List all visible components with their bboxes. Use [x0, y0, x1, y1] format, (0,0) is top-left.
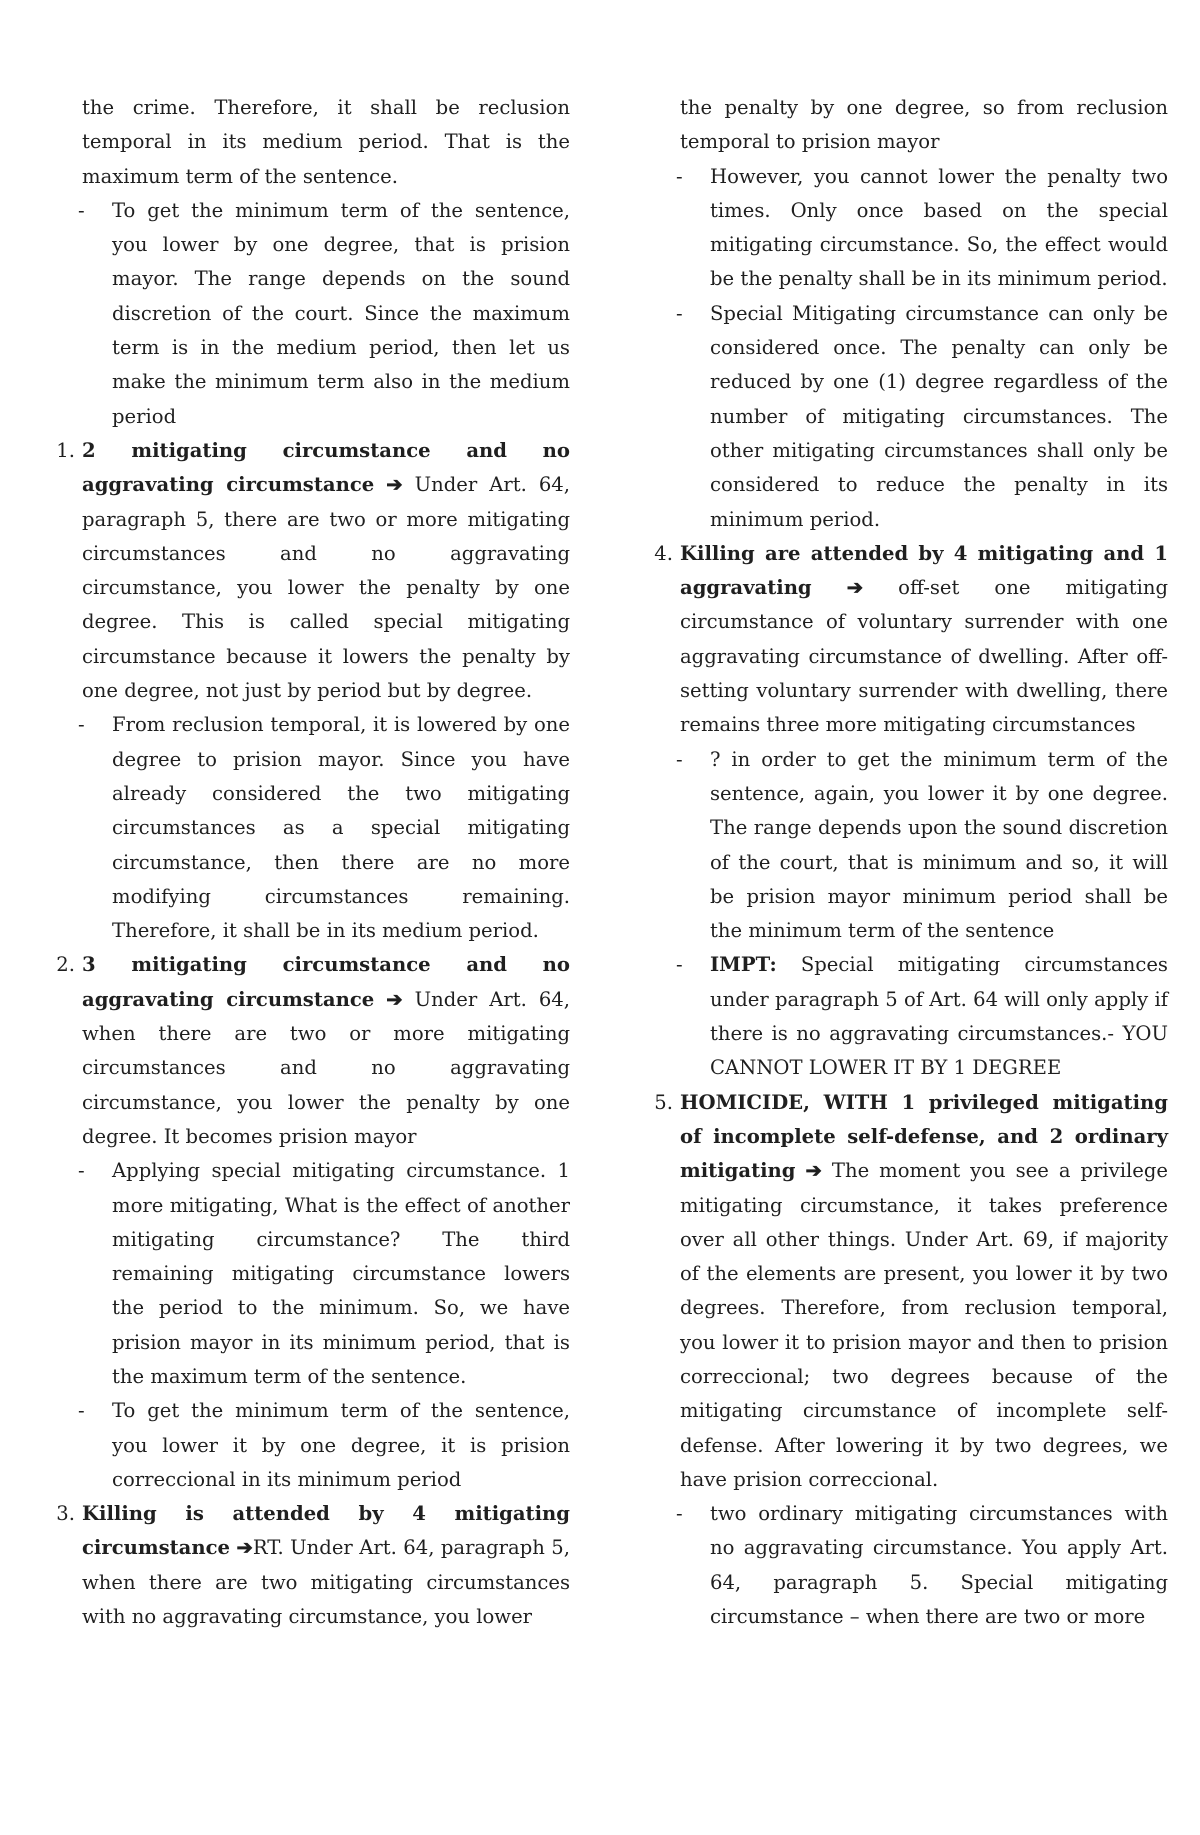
item-body: RT. Under Art. 64, paragraph 5, when there are two mitigating circumstances with no aggravating circumstance, you lower: [82, 1536, 570, 1629]
item-number: 3.: [56, 1502, 75, 1526]
bullet-item: - two ordinary mitigating circumstances with no aggravating circumstance. You apply Art. 64, paragraph 5. Special mitigating circumstance – when there are two or more: [680, 1497, 1168, 1634]
arrow-icon: ➔: [386, 987, 403, 1011]
list-item-3: [56, 1497, 570, 1634]
arrow-icon: ➔: [386, 473, 403, 497]
left-column: [56, 91, 570, 1634]
arrow-icon: ➔: [846, 576, 864, 600]
item-heading: 2 mitigating circumstance and no aggravating circumstance: [82, 438, 570, 497]
item-number: 5.: [654, 1090, 673, 1114]
item-number: 1.: [56, 438, 75, 462]
bullet-item: - To get the minimum term of the sentence, you lower it by one degree, it is prision correccional in its minimum period: [82, 1394, 570, 1497]
bullet-list: [82, 708, 570, 948]
bullet-item: - Applying special mitigating circumstance. 1 more mitigating, What is the effect of another mitigating circumstance? The third remaining mitigating circumstance lowers the period to the minimum. So, we have prision mayor in its minimum period, that is the maximum term of the sentence.: [82, 1154, 570, 1394]
arrow-icon: ➔: [236, 1536, 253, 1560]
intro-bullet-list: [82, 194, 570, 434]
numbered-list: [654, 537, 1169, 1635]
item-body: Under Art. 64, paragraph 5, there are two or more mitigating circumstances and no aggravating circumstance, you lower the penalty by one degree. This is called special mitigating circumstance because it lowers the penalty by one degree, not just by period but by degree.: [82, 473, 570, 703]
bullet-item: - From reclusion temporal, it is lowered by one degree to prision mayor. Since you have already considered the two mitigating circumstances as a special mitigating circumstance, then there are no more modifying circumstances remaining. Therefore, it shall be in its medium period.: [82, 708, 570, 948]
bullet-item: - To get the minimum term of the sentence, you lower by one degree, that is prision mayor. The range depends on the sound discretion of the court. Since the maximum term is in the medium period, then let us make the minimum term also in the medium period: [82, 194, 570, 434]
item-heading: Killing are attended by 4 mitigating and 1 aggravating: [680, 541, 1168, 600]
bullet-item: - However, you cannot lower the penalty two times. Only once based on the special mitigating circumstance. So, the effect would be the penalty shall be in its minimum period.: [680, 160, 1168, 297]
list-item-1: [56, 434, 570, 948]
item-paragraph: [82, 434, 570, 708]
arrow-icon: ➔: [805, 1159, 822, 1183]
list-item-5: [654, 1086, 1169, 1635]
list-item-2: [56, 948, 570, 1497]
bullet-list: [680, 1497, 1168, 1634]
continuation-paragraph: the penalty by one degree, so from reclusion temporal to prision mayor: [680, 96, 1168, 154]
item-paragraph: [82, 948, 570, 1154]
impt-label: IMPT:: [710, 953, 777, 977]
item-body: Under Art. 64, when there are two or more mitigating circumstances and no aggravating circumstance, you lower the penalty by one degree. It becomes prision mayor: [82, 987, 570, 1148]
item-heading: 3 mitigating circumstance and no aggravating circumstance: [82, 953, 570, 1011]
bullet-list: [680, 743, 1168, 1086]
bullet-list: [82, 1154, 570, 1497]
item-paragraph: [680, 537, 1168, 743]
continuation-bullet-list: [680, 160, 1168, 537]
item-body: off-set one mitigating circumstance of voluntary surrender with one aggravating circumstance of dwelling. After off-setting voluntary surrender with dwelling, there remains three more mitigating circumstances: [680, 576, 1168, 737]
item-number: 4.: [654, 541, 673, 565]
bullet-item: - Special Mitigating circumstance can only be considered once. The penalty can only be reduced by one (1) degree regardless of the number of mitigating circumstances. The other mitigating circumstances shall only be considered to reduce the penalty in its minimum period.: [680, 297, 1168, 537]
item-number: 2.: [56, 953, 75, 977]
item-heading: Killing is attended by 4 mitigating circumstance: [82, 1502, 570, 1560]
item-paragraph: [82, 1497, 570, 1634]
item-heading: HOMICIDE, WITH 1 privileged mitigating of incomplete self-defense, and 2 ordinary mitigating: [680, 1090, 1168, 1183]
intro-paragraph: the crime. Therefore, it shall be reclusion temporal in its medium period. That is the maximum term of the sentence.: [82, 96, 570, 188]
list-item-4: [654, 537, 1168, 1086]
right-column: [654, 91, 1169, 1634]
bullet-item: - ? in order to get the minimum term of the sentence, again, you lower it by one degree. The range depends upon the sound discretion of the court, that is minimum and so, it will be prision mayor minimum period shall be the minimum term of the sentence: [680, 743, 1168, 949]
item-body: The moment you see a privilege mitigating circumstance, it takes preference over all other things. Under Art. 69, if majority of the elements are present, you lower it by two degrees. Therefore, from reclusion temporal, you lower it to prision mayor and then to prision correccional; two degrees because of the mitigating circumstance of incomplete self-defense. After lowering it by two degrees, we have prision correccional.: [680, 1159, 1169, 1491]
impt-bullet-item: [680, 948, 1168, 1085]
item-paragraph: [680, 1086, 1168, 1498]
impt-text: Special mitigating circumstances under paragraph 5 of Art. 64 will only apply if there is no aggravating circumstances.- YOU CANNOT LOWER IT BY 1 DEGREE: [710, 953, 1168, 1080]
numbered-list: [56, 434, 570, 1634]
